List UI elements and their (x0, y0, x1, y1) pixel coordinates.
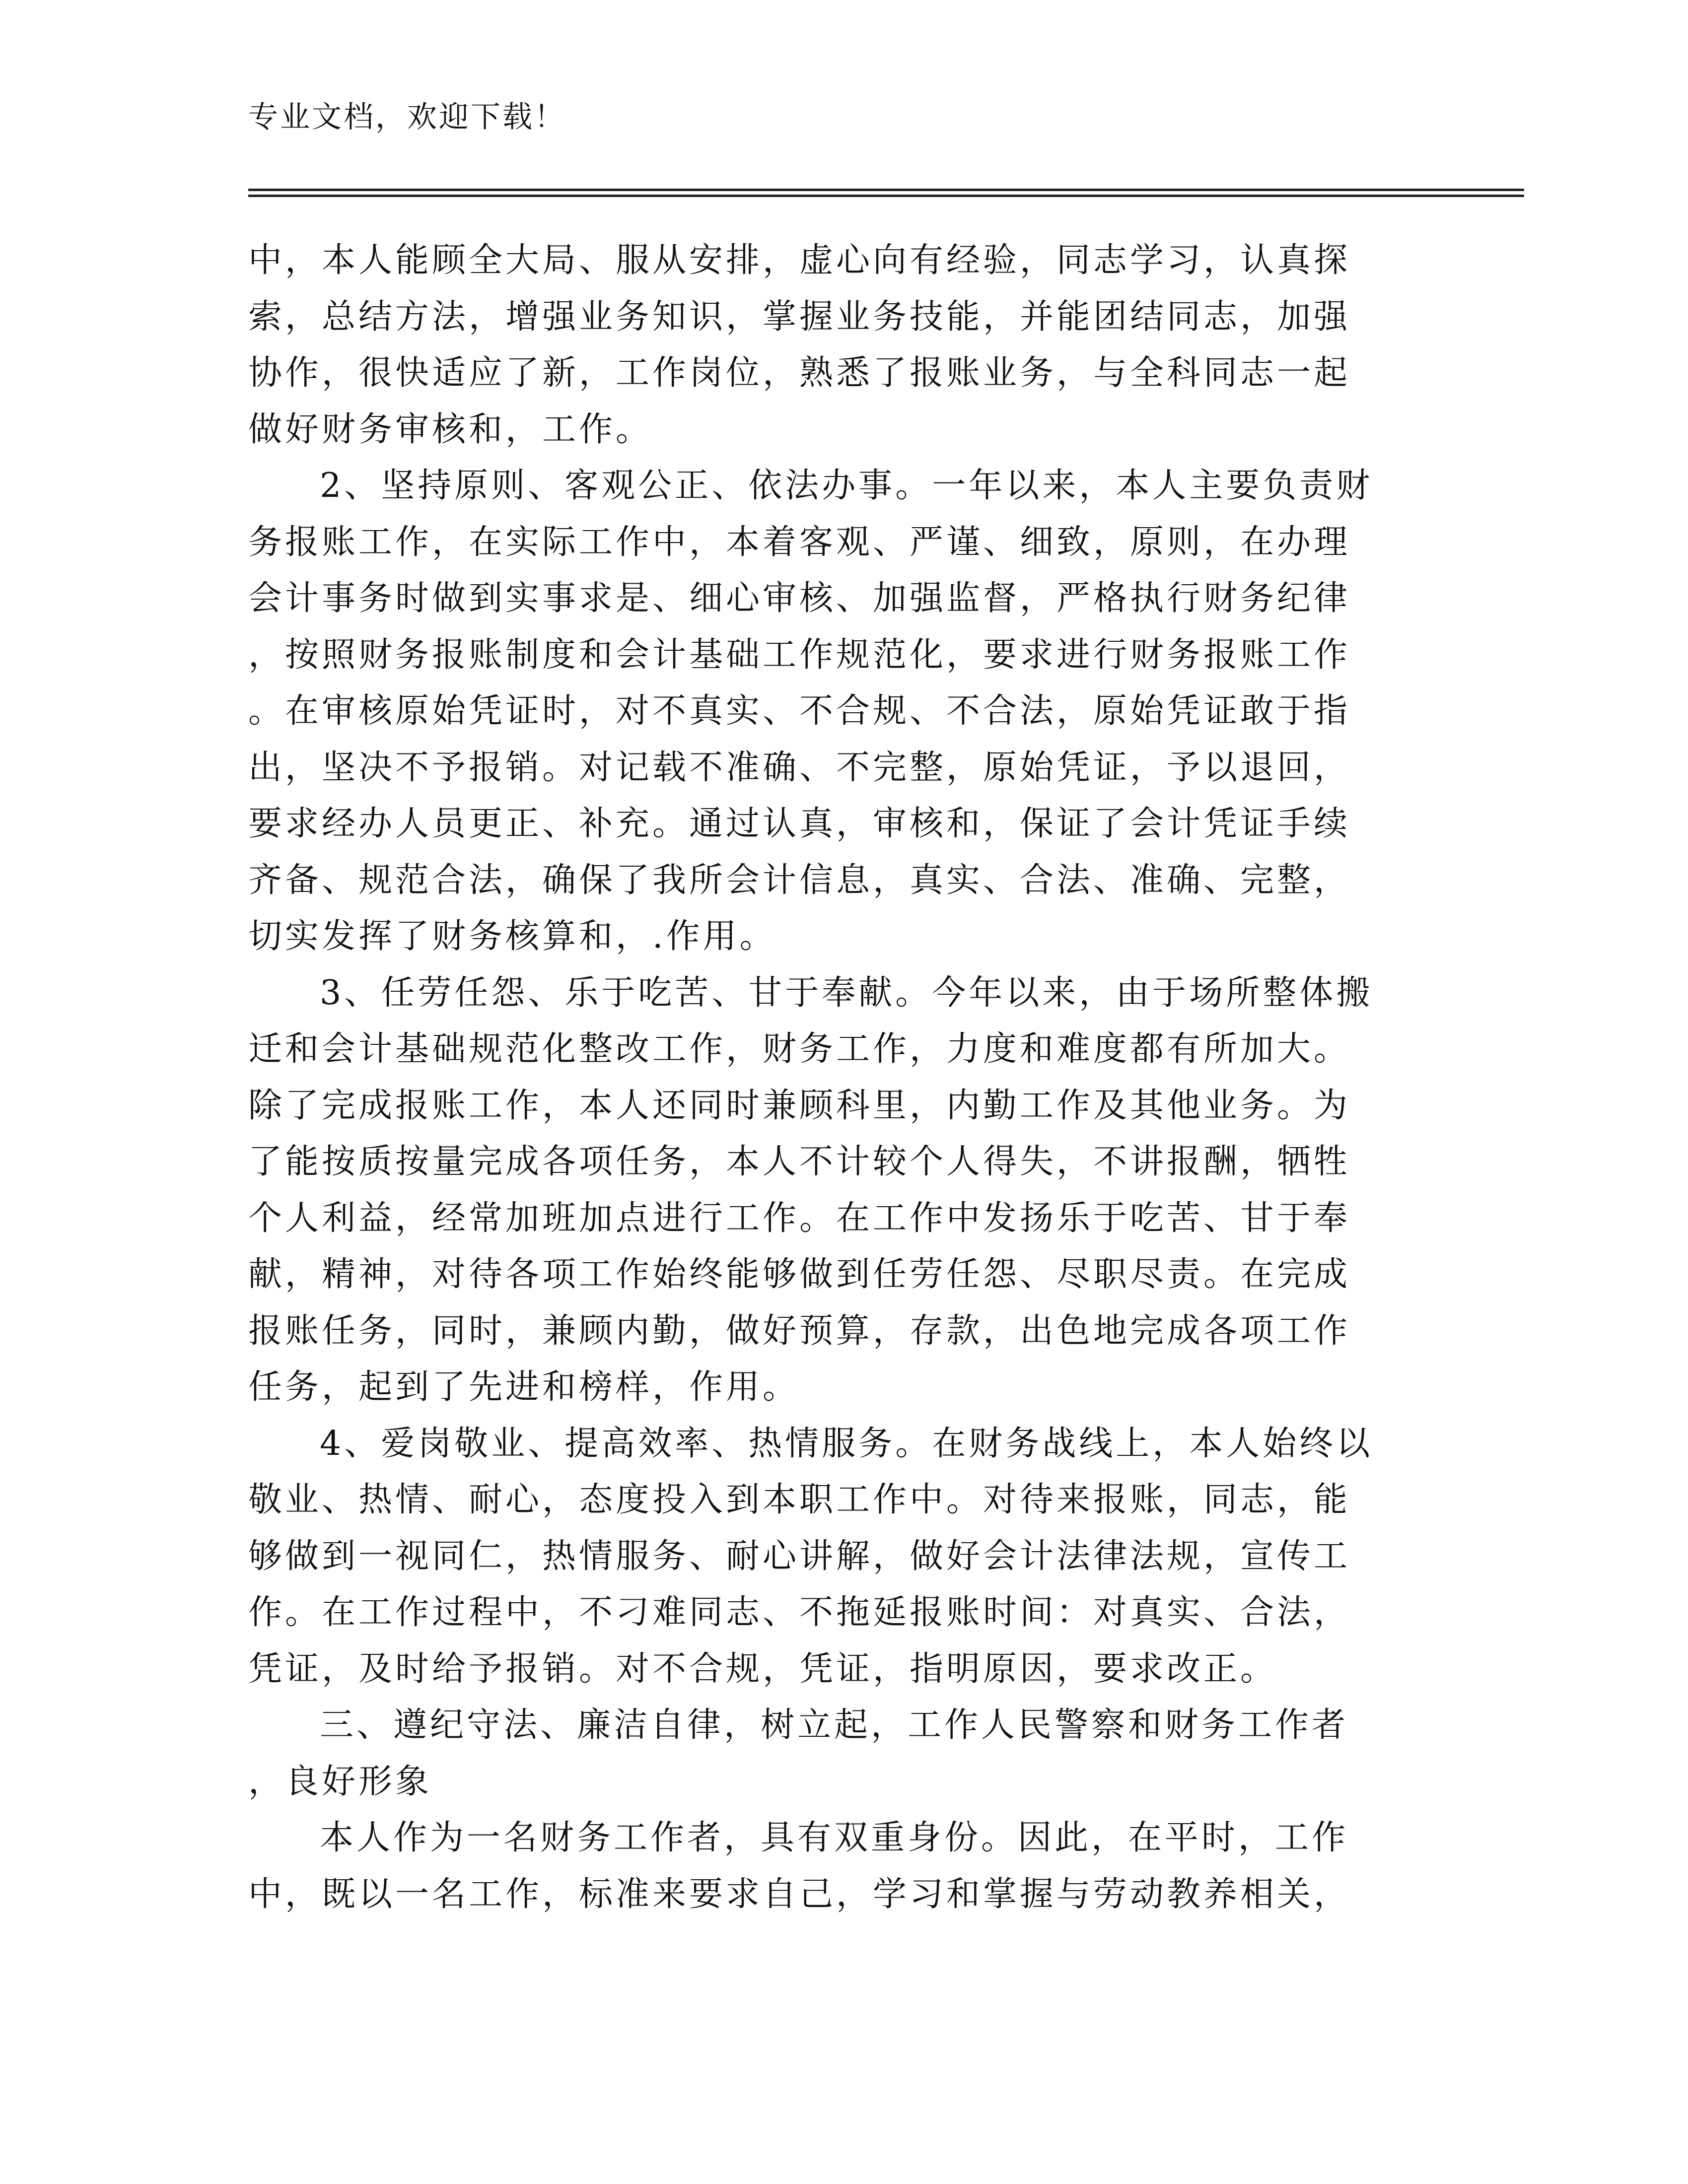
text-line: 索，总结方法，增强业务知识，掌握业务技能，并能团结同志，加强 (248, 297, 1351, 337)
text-line: 凭证，及时给予报销。对不合规，凭证，指明原因，要求改正。 (248, 1649, 1277, 1689)
text-line: 4、爱岗敬业、提高效率、热情服务。在财务战线上，本人始终以 (320, 1424, 1373, 1463)
text-line: 3、任劳任怨、乐于吃苦、甘于奉献。今年以来，由于场所整体搬 (320, 973, 1373, 1013)
text-line: 会计事务时做到实事求是、细心审核、加强监督，严格执行财务纪律 (248, 579, 1351, 618)
text-line: 中，本人能顾全大局、服从安排，虚心向有经验，同志学习，认真探 (248, 241, 1351, 280)
text-line: 迁和会计基础规范化整改工作，财务工作，力度和难度都有所加大。 (248, 1029, 1351, 1069)
text-line: ，按照财务报账制度和会计基础工作规范化，要求进行财务报账工作 (248, 635, 1351, 675)
document-body (248, 232, 1430, 1922)
text-line: 任务，起到了先进和榜样，作用。 (248, 1367, 800, 1407)
text-line: 协作，很快适应了新，工作岗位，熟悉了报账业务，与全科同志一起 (248, 353, 1351, 393)
text-line: 报账任务，同时，兼顾内勤，做好预算，存款，出色地完成各项工作 (248, 1311, 1351, 1351)
text-line: 要求经办人员更正、补充。通过认真，审核和，保证了会计凭证手续 (248, 804, 1351, 843)
text-line: 出，坚决不予报销。对记载不准确、不完整，原始凭证，予以退回， (248, 748, 1351, 787)
text-line: 做好财务审核和，工作。 (248, 410, 653, 449)
document-header: 专业文档，欢迎下载！ (248, 100, 566, 135)
text-line: 切实发挥了财务核算和，.作用。 (248, 917, 776, 956)
text-line: 作。在工作过程中，不刁难同志、不拖延报账时间：对真实、合法， (248, 1593, 1351, 1632)
text-line: 敬业、热情、耐心，态度投入到本职工作中。对待来报账，同志，能 (248, 1480, 1351, 1519)
text-line: 了能按质按量完成各项任务，本人不计较个人得失，不讲报酬，牺牲 (248, 1142, 1351, 1181)
text-line: 2、坚持原则、客观公正、依法办事。一年以来，本人主要负责财 (320, 466, 1373, 505)
text-line: 。在审核原始凭证时，对不真实、不合规、不合法，原始凭证敢于指 (248, 691, 1351, 731)
text-line: 个人利益，经常加班加点进行工作。在工作中发扬乐于吃苦、甘于奉 (248, 1198, 1351, 1238)
text-line: 务报账工作，在实际工作中，本着客观、严谨、细致，原则，在办理 (248, 522, 1351, 562)
text-line: 除了完成报账工作，本人还同时兼顾科里，内勤工作及其他业务。为 (248, 1086, 1351, 1125)
text-line: 齐备、规范合法，确保了我所会计信息，真实、合法、准确、完整， (248, 860, 1351, 900)
header-divider-top (248, 189, 1524, 191)
text-line: ，良好形象 (248, 1762, 432, 1801)
text-line: 献，精神，对待各项工作始终能够做到任劳任怨、尽职尽责。在完成 (248, 1255, 1351, 1294)
header-divider-bottom (248, 195, 1524, 197)
text-line: 三、遵纪守法、廉洁自律，树立起，工作人民警察和财务工作者 (320, 1706, 1349, 1745)
text-line: 本人作为一名财务工作者，具有双重身份。因此，在平时，工作 (320, 1818, 1349, 1857)
text-line: 够做到一视同仁，热情服务、耐心讲解，做好会计法律法规，宣传工 (248, 1536, 1351, 1576)
text-line: 中，既以一名工作，标准来要求自己，学习和掌握与劳动教养相关， (248, 1874, 1351, 1914)
